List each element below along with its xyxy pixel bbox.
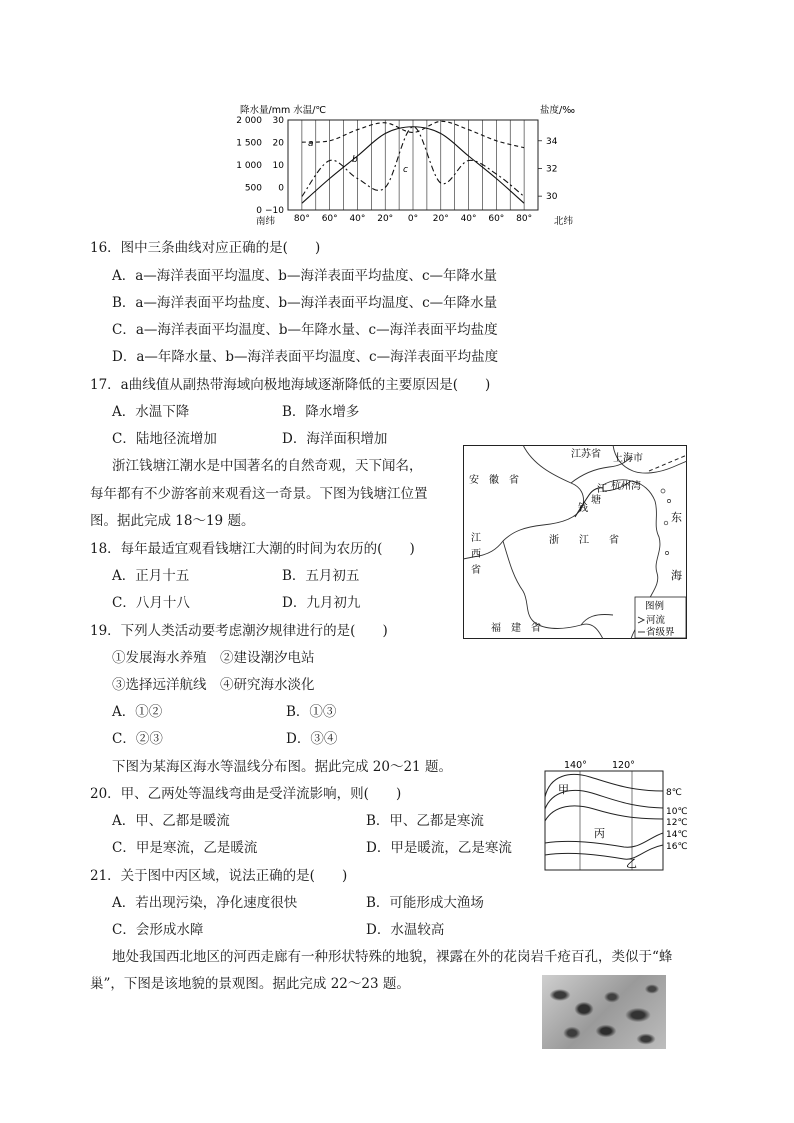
precip-tick-label: 1 500 — [236, 138, 262, 149]
x-left-label: 南纬 — [256, 216, 276, 227]
precip-tick-label: 2 000 — [236, 116, 262, 126]
x-tick-label: 40° — [349, 214, 366, 224]
q18-option-a[interactable]: A．正月十五 — [112, 568, 190, 584]
q20-option-d[interactable]: D．甲是暖流，乙是寒流 — [366, 840, 512, 856]
x-right-label: 北纬 — [554, 216, 574, 227]
intro-18-line-3: 图。据此完成 18～19 题。 — [90, 513, 255, 529]
question-18: 18．每年最适宜观看钱塘江大潮的时间为农历的( ) — [90, 541, 415, 557]
label-shanghai: 上海市 — [613, 453, 643, 464]
q18-option-d[interactable]: D．九月初九 — [282, 595, 361, 611]
series-label-a: a — [308, 139, 314, 149]
temp-tick-label: 0 — [278, 183, 284, 194]
temp-tick-label: −10 — [265, 206, 284, 216]
q16-option-b[interactable]: B．a—海洋表面平均盐度、b—海洋表面平均温度、c—年降水量 — [112, 295, 498, 311]
x-tick-label: 20° — [432, 214, 449, 224]
intro-18-line-2: 每年都有不少游客前来观看这一奇景。下图为钱塘江位置 — [90, 486, 428, 502]
label-river-qian: 钱 — [578, 503, 588, 514]
label-14c: 14℃ — [666, 830, 688, 840]
label-16c: 16℃ — [666, 842, 688, 852]
salinity-tick-label: 34 — [546, 136, 558, 147]
label-jiangxi-1: 江 — [471, 533, 481, 544]
label-jiangsu: 江苏省 — [571, 449, 601, 460]
q16-option-d[interactable]: D．a—年降水量、b—海洋表面平均温度、c—海洋表面平均盐度 — [112, 349, 499, 365]
precip-tick-label: 500 — [244, 183, 262, 194]
question-19: 19．下列人类活动要考虑潮汐规律进行的是( ) — [90, 623, 388, 639]
label-anhui: 安 徽 省 — [469, 475, 519, 486]
q16-option-c[interactable]: C．a—海洋表面平均温度、b—年降水量、c—海洋表面平均盐度 — [112, 322, 498, 338]
q17-option-a[interactable]: A．水温下降 — [112, 404, 190, 420]
label-jiangxi-2: 西 — [471, 549, 481, 560]
lon-120: 120° — [612, 760, 635, 771]
q20-option-a[interactable]: A．甲、乙都是暖流 — [112, 813, 230, 829]
x-tick-label: 40° — [460, 214, 477, 224]
label-zhejiang: 浙 江 省 — [549, 535, 619, 546]
lon-140: 140° — [564, 760, 587, 771]
q19-items-1: ①发展海水养殖 ②建设潮汐电站 — [112, 650, 315, 666]
precip-tick-label: 0 — [256, 206, 262, 216]
intro-20: 下图为某海区海水等温线分布图。据此完成 20～21 题。 — [112, 759, 452, 775]
qiantang-map — [463, 445, 687, 639]
precip-tick-label: 1 000 — [236, 161, 262, 171]
label-bing: 丙 — [594, 827, 605, 840]
honeycomb-landform-photo — [542, 975, 666, 1049]
temp-tick-label: 30 — [272, 116, 284, 126]
temp-tick-label: 10 — [272, 161, 284, 171]
x-tick-label: 20° — [377, 214, 394, 224]
q19-option-b[interactable]: B．①③ — [286, 704, 337, 720]
label-hangzhouwan: 杭州湾 — [611, 481, 641, 492]
q21-option-d[interactable]: D．水温较高 — [366, 922, 445, 938]
question-21: 21．关于图中丙区域，说法正确的是( ) — [90, 868, 348, 884]
intro-18-line-1: 浙江钱塘江潮水是中国著名的自然奇观，天下闻名， — [112, 458, 423, 474]
isotherm-map — [540, 757, 700, 873]
q17-option-b[interactable]: B．降水增多 — [282, 404, 360, 420]
q19-items-2: ③选择远洋航线 ④研究海水淡化 — [112, 677, 315, 693]
label-8c: 8℃ — [666, 788, 682, 798]
series-label-c: c — [403, 165, 408, 175]
question-16: 16．图中三条曲线对应正确的是( ) — [90, 240, 321, 256]
q19-option-c[interactable]: C．②③ — [112, 731, 163, 747]
q16-option-a[interactable]: A．a—海洋表面平均温度、b—海洋表面平均盐度、c—年降水量 — [112, 268, 497, 284]
salinity-tick-label: 30 — [546, 192, 558, 203]
legend-title: 图例 — [645, 601, 665, 612]
q20-option-c[interactable]: C．甲是寒流，乙是暖流 — [112, 840, 258, 856]
q20-option-b[interactable]: B．甲、乙都是寒流 — [366, 813, 484, 829]
question-20: 20．甲、乙两处等温线弯曲是受洋流影响，则( ) — [90, 786, 402, 802]
temp-tick-label: 20 — [272, 138, 284, 149]
intro-22-line-1: 地处我国西北地区的河西走廊有一种形状特殊的地貌，裸露在外的花岗岩千疮百孔，类似于“蜂 — [112, 949, 673, 965]
label-jia: 甲 — [558, 783, 569, 796]
label-river-tang: 塘 — [591, 495, 601, 506]
q18-option-b[interactable]: B．五月初五 — [282, 568, 360, 584]
q17-option-c[interactable]: C．陆地径流增加 — [112, 431, 217, 447]
x-tick-label: 60° — [321, 214, 338, 224]
q19-option-d[interactable]: D．③④ — [286, 731, 338, 747]
label-jiangxi-3: 省 — [471, 565, 481, 576]
chart-left-axis-title: 降水量/mm 水温/℃ — [240, 105, 327, 116]
series-label-b: b — [352, 155, 358, 165]
q21-option-c[interactable]: C．会形成水障 — [112, 922, 204, 938]
q17-option-d[interactable]: D．海洋面积增加 — [282, 431, 388, 447]
x-tick-label: 80° — [293, 214, 310, 224]
q21-option-a[interactable]: A．若出现污染，净化速度很快 — [112, 895, 298, 911]
q18-option-c[interactable]: C．八月十八 — [112, 595, 190, 611]
label-12c: 12℃ — [666, 818, 688, 828]
chart-right-axis-title: 盐度/‰ — [540, 105, 575, 116]
intro-22-line-2: 巢”，下图是该地貌的景观图。据此完成 22～23 题。 — [90, 976, 410, 992]
salinity-tick-label: 32 — [546, 164, 558, 175]
label-yi: 乙 — [626, 857, 637, 870]
label-hai: 海 — [671, 569, 682, 582]
label-10c: 10℃ — [666, 807, 688, 817]
q19-option-a[interactable]: A．①② — [112, 704, 163, 720]
x-tick-label: 0° — [407, 214, 419, 224]
ocean-profile-chart — [228, 100, 584, 228]
label-river-jiang: 江 — [597, 484, 607, 495]
legend-border-label: 省级界 — [646, 627, 675, 638]
label-fujian: 福 建 省 — [491, 623, 541, 634]
x-tick-label: 80° — [516, 214, 533, 224]
q21-option-b[interactable]: B．可能形成大渔场 — [366, 895, 484, 911]
legend-river-label: 河流 — [646, 615, 666, 626]
label-dong: 东 — [671, 511, 682, 524]
x-tick-label: 60° — [488, 214, 505, 224]
question-17: 17．a曲线值从副热带海域向极地海域逐渐降低的主要原因是( ) — [90, 377, 491, 393]
